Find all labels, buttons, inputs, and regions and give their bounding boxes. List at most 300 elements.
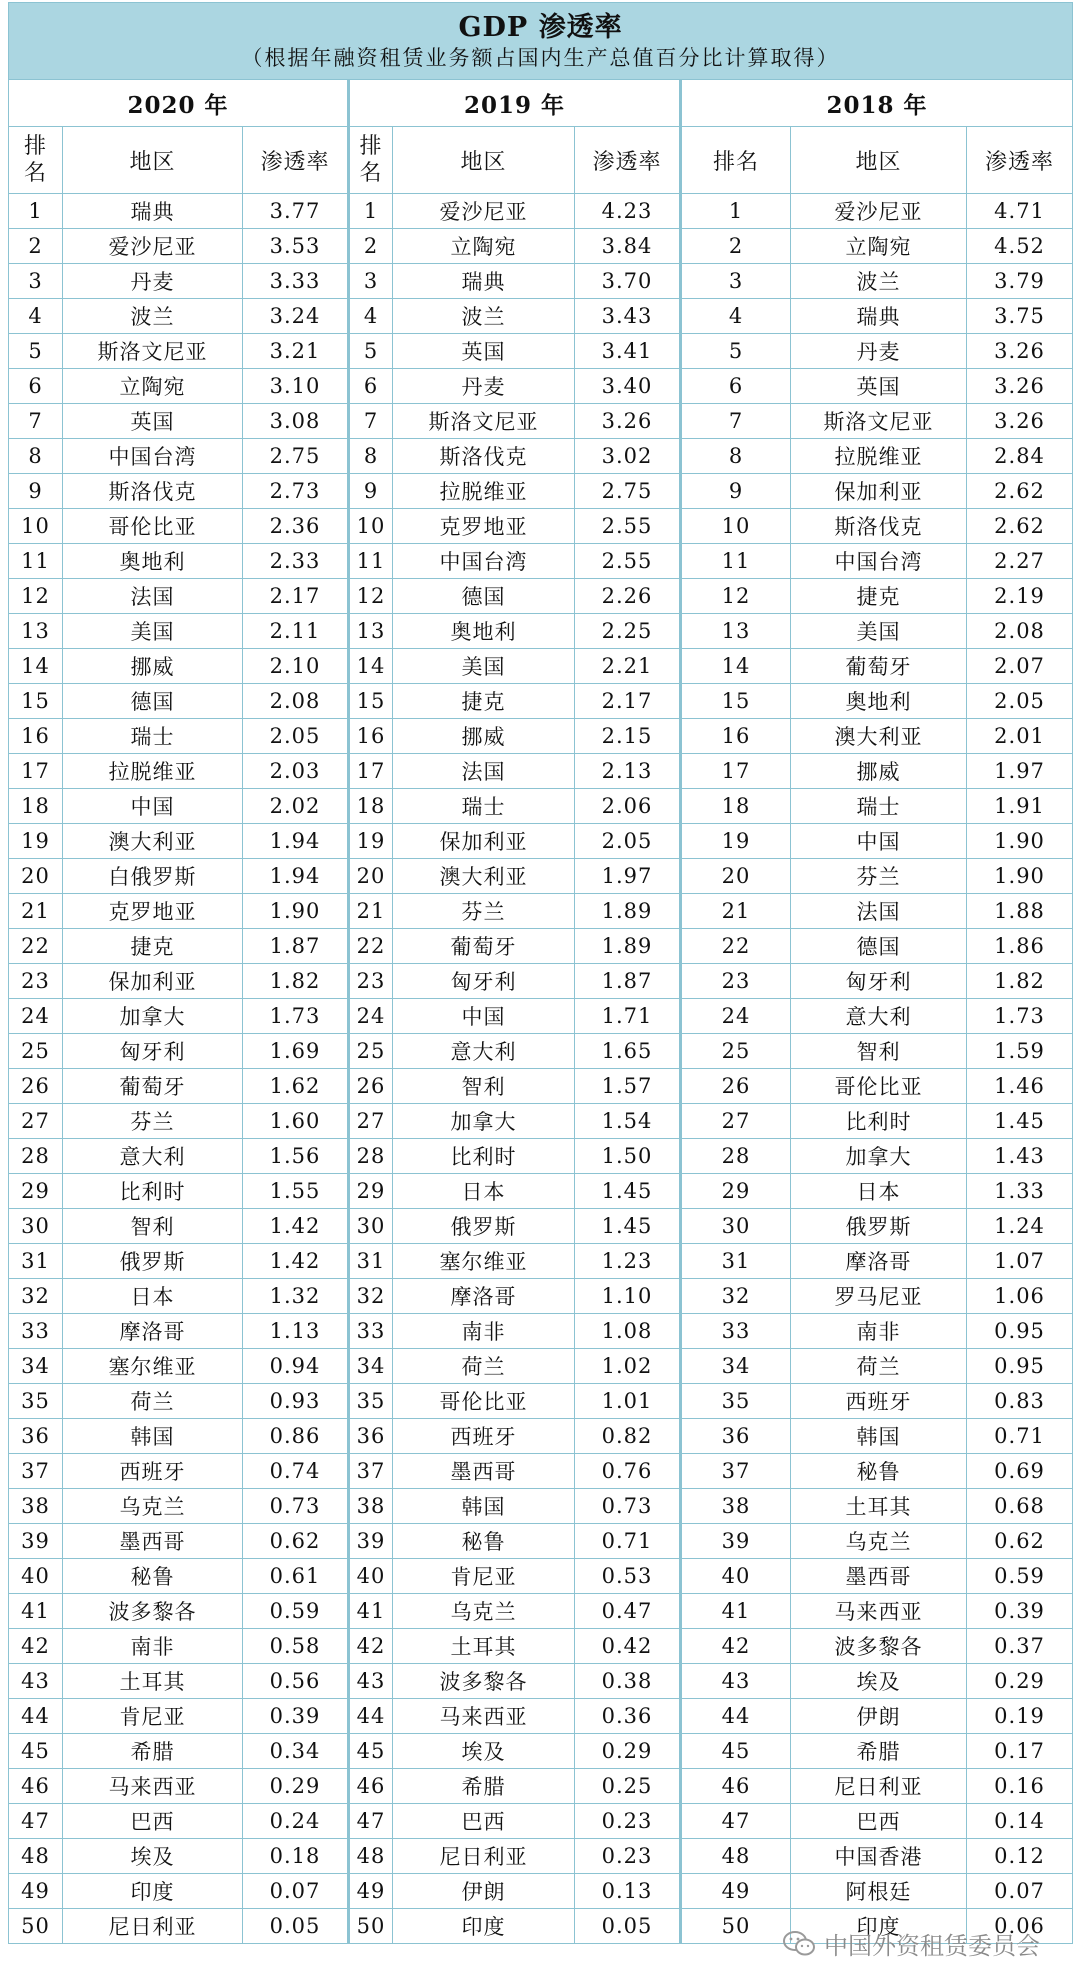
rank-cell: 13 <box>681 614 791 649</box>
region-cell: 日本 <box>791 1174 967 1209</box>
table-row <box>9 1174 1073 1209</box>
region-cell: 比利时 <box>393 1139 575 1174</box>
region-cell: 爱沙尼亚 <box>791 194 967 229</box>
region-cell: 保加利亚 <box>63 964 243 999</box>
rate-cell: 1.69 <box>243 1034 349 1069</box>
rate-cell: 1.01 <box>575 1384 681 1419</box>
rate-cell: 2.75 <box>243 439 349 474</box>
rate-cell: 1.50 <box>575 1139 681 1174</box>
rate-cell: 0.71 <box>575 1524 681 1559</box>
table-row <box>9 1244 1073 1279</box>
region-cell: 斯洛伐克 <box>63 474 243 509</box>
rank-cell: 4 <box>349 299 393 334</box>
table-row <box>9 1734 1073 1769</box>
rank-cell: 33 <box>681 1314 791 1349</box>
rank-cell: 46 <box>9 1769 63 1804</box>
table-row <box>9 684 1073 719</box>
region-cell: 捷克 <box>791 579 967 614</box>
region-cell: 埃及 <box>791 1664 967 1699</box>
rate-cell: 2.07 <box>967 649 1073 684</box>
region-cell: 克罗地亚 <box>393 509 575 544</box>
region-cell: 保加利亚 <box>791 474 967 509</box>
region-cell: 瑞士 <box>791 789 967 824</box>
rate-cell: 3.53 <box>243 229 349 264</box>
rate-cell: 2.75 <box>575 474 681 509</box>
rank-cell: 29 <box>9 1174 63 1209</box>
rank-cell: 5 <box>349 334 393 369</box>
table-row <box>9 1769 1073 1804</box>
rate-cell: 0.53 <box>575 1559 681 1594</box>
rank-cell: 18 <box>349 789 393 824</box>
rank-cell: 8 <box>9 439 63 474</box>
table-row <box>9 1699 1073 1734</box>
region-cell: 立陶宛 <box>63 369 243 404</box>
table-row <box>9 1139 1073 1174</box>
rate-cell: 2.10 <box>243 649 349 684</box>
rate-cell: 4.52 <box>967 229 1073 264</box>
region-cell: 拉脱维亚 <box>393 474 575 509</box>
year-2020-header: 2020 年 <box>9 80 349 127</box>
region-cell: 斯洛伐克 <box>791 509 967 544</box>
rank-cell: 36 <box>349 1419 393 1454</box>
rate-cell: 1.87 <box>575 964 681 999</box>
rate-cell: 2.25 <box>575 614 681 649</box>
rate-cell: 0.82 <box>575 1419 681 1454</box>
rank-cell: 28 <box>9 1139 63 1174</box>
rate-cell: 2.01 <box>967 719 1073 754</box>
rank-cell: 21 <box>349 894 393 929</box>
rank-cell: 25 <box>9 1034 63 1069</box>
rank-cell: 22 <box>349 929 393 964</box>
region-cell: 荷兰 <box>393 1349 575 1384</box>
rate-cell: 0.19 <box>967 1699 1073 1734</box>
rate-cell: 1.60 <box>243 1104 349 1139</box>
region-cell: 波多黎各 <box>63 1594 243 1629</box>
rank-cell: 26 <box>681 1069 791 1104</box>
rank-cell: 42 <box>349 1629 393 1664</box>
region-cell: 美国 <box>791 614 967 649</box>
rate-cell: 1.43 <box>967 1139 1073 1174</box>
rank-cell: 2 <box>9 229 63 264</box>
rank-cell: 3 <box>681 264 791 299</box>
region-cell: 瑞典 <box>63 194 243 229</box>
region-header-2020: 地区 <box>63 127 243 194</box>
rank-cell: 40 <box>349 1559 393 1594</box>
region-cell: 埃及 <box>63 1839 243 1874</box>
rate-cell: 1.42 <box>243 1209 349 1244</box>
region-cell: 匈牙利 <box>393 964 575 999</box>
rate-cell: 0.18 <box>243 1839 349 1874</box>
table-row <box>9 1454 1073 1489</box>
rank-cell: 17 <box>681 754 791 789</box>
rank-cell: 43 <box>349 1664 393 1699</box>
region-cell: 秘鲁 <box>63 1559 243 1594</box>
region-cell: 土耳其 <box>393 1629 575 1664</box>
region-cell: 捷克 <box>63 929 243 964</box>
region-cell: 希腊 <box>791 1734 967 1769</box>
rank-cell: 24 <box>9 999 63 1034</box>
rate-cell: 2.17 <box>243 579 349 614</box>
rate-cell: 0.69 <box>967 1454 1073 1489</box>
column-header-row <box>9 127 1073 194</box>
table-row <box>9 1839 1073 1874</box>
region-cell: 秘鲁 <box>393 1524 575 1559</box>
rate-cell: 2.73 <box>243 474 349 509</box>
rank-cell: 37 <box>349 1454 393 1489</box>
rank-cell: 12 <box>349 579 393 614</box>
rate-cell: 4.23 <box>575 194 681 229</box>
region-cell: 英国 <box>791 369 967 404</box>
region-cell: 中国台湾 <box>393 544 575 579</box>
region-cell: 美国 <box>63 614 243 649</box>
region-cell: 韩国 <box>791 1419 967 1454</box>
region-cell: 波多黎各 <box>393 1664 575 1699</box>
rank-cell: 16 <box>9 719 63 754</box>
table-row <box>9 369 1073 404</box>
table-row <box>9 824 1073 859</box>
table-row <box>9 999 1073 1034</box>
region-cell: 伊朗 <box>393 1874 575 1909</box>
rate-cell: 1.13 <box>243 1314 349 1349</box>
rank-cell: 2 <box>681 229 791 264</box>
rate-cell: 1.89 <box>575 894 681 929</box>
table-row <box>9 544 1073 579</box>
rank-cell: 41 <box>9 1594 63 1629</box>
rate-cell: 0.17 <box>967 1734 1073 1769</box>
rank-cell: 23 <box>681 964 791 999</box>
region-cell: 中国 <box>791 824 967 859</box>
table-row <box>9 509 1073 544</box>
region-cell: 芬兰 <box>791 859 967 894</box>
rank-cell: 39 <box>681 1524 791 1559</box>
rank-cell: 14 <box>349 649 393 684</box>
region-cell: 日本 <box>393 1174 575 1209</box>
table-row <box>9 439 1073 474</box>
region-cell: 澳大利亚 <box>63 824 243 859</box>
rank-cell: 11 <box>681 544 791 579</box>
table-title-cell <box>9 3 1073 80</box>
rank-cell: 45 <box>9 1734 63 1769</box>
rank-header-2018: 排名 <box>681 127 791 194</box>
rank-cell: 28 <box>349 1139 393 1174</box>
rate-cell: 2.17 <box>575 684 681 719</box>
rank-cell: 38 <box>9 1489 63 1524</box>
table-row <box>9 719 1073 754</box>
rank-cell: 8 <box>349 439 393 474</box>
region-cell: 马来西亚 <box>393 1699 575 1734</box>
rate-cell: 2.55 <box>575 544 681 579</box>
table-row <box>9 579 1073 614</box>
rate-cell: 0.74 <box>243 1454 349 1489</box>
rate-cell: 0.95 <box>967 1314 1073 1349</box>
region-cell: 中国香港 <box>791 1839 967 1874</box>
region-cell: 斯洛文尼亚 <box>791 404 967 439</box>
rate-cell: 2.26 <box>575 579 681 614</box>
rate-cell: 1.45 <box>967 1104 1073 1139</box>
rank-cell: 27 <box>349 1104 393 1139</box>
rank-cell: 47 <box>9 1804 63 1839</box>
rank-cell: 43 <box>9 1664 63 1699</box>
rank-cell: 11 <box>349 544 393 579</box>
year-2019-header: 2019 年 <box>349 80 681 127</box>
region-cell: 乌克兰 <box>63 1489 243 1524</box>
region-cell: 法国 <box>63 579 243 614</box>
region-cell: 肯尼亚 <box>63 1699 243 1734</box>
region-cell: 拉脱维亚 <box>791 439 967 474</box>
region-cell: 斯洛伐克 <box>393 439 575 474</box>
region-cell: 法国 <box>791 894 967 929</box>
table-row <box>9 334 1073 369</box>
rate-cell: 2.11 <box>243 614 349 649</box>
rank-cell: 12 <box>681 579 791 614</box>
region-cell: 法国 <box>393 754 575 789</box>
table-row <box>9 1384 1073 1419</box>
rank-cell: 7 <box>349 404 393 439</box>
region-cell: 西班牙 <box>791 1384 967 1419</box>
rate-cell: 0.13 <box>575 1874 681 1909</box>
rate-cell: 3.33 <box>243 264 349 299</box>
region-cell: 马来西亚 <box>63 1769 243 1804</box>
region-cell: 塞尔维亚 <box>393 1244 575 1279</box>
rank-cell: 7 <box>9 404 63 439</box>
rate-cell: 1.24 <box>967 1209 1073 1244</box>
rank-cell: 50 <box>681 1909 791 1944</box>
rate-cell: 0.29 <box>575 1734 681 1769</box>
rate-cell: 1.57 <box>575 1069 681 1104</box>
rate-cell: 0.61 <box>243 1559 349 1594</box>
rank-cell: 17 <box>349 754 393 789</box>
rate-cell: 0.23 <box>575 1804 681 1839</box>
region-cell: 俄罗斯 <box>63 1244 243 1279</box>
table-row <box>9 929 1073 964</box>
rank-cell: 26 <box>349 1069 393 1104</box>
rate-cell: 2.55 <box>575 509 681 544</box>
rate-cell: 0.59 <box>967 1559 1073 1594</box>
region-cell: 挪威 <box>393 719 575 754</box>
rank-cell: 49 <box>681 1874 791 1909</box>
region-cell: 葡萄牙 <box>63 1069 243 1104</box>
rate-cell: 2.33 <box>243 544 349 579</box>
region-cell: 加拿大 <box>63 999 243 1034</box>
rate-cell: 3.08 <box>243 404 349 439</box>
region-cell: 墨西哥 <box>791 1559 967 1594</box>
rank-cell: 23 <box>9 964 63 999</box>
rate-cell: 0.07 <box>967 1874 1073 1909</box>
table-row <box>9 1104 1073 1139</box>
rank-cell: 21 <box>9 894 63 929</box>
table-row <box>9 299 1073 334</box>
rank-cell: 1 <box>349 194 393 229</box>
rate-cell: 0.47 <box>575 1594 681 1629</box>
rank-cell: 33 <box>9 1314 63 1349</box>
rate-cell: 3.26 <box>967 334 1073 369</box>
region-cell: 希腊 <box>393 1769 575 1804</box>
rank-cell: 22 <box>681 929 791 964</box>
rate-cell: 0.86 <box>243 1419 349 1454</box>
table-row <box>9 964 1073 999</box>
region-cell: 西班牙 <box>393 1419 575 1454</box>
region-cell: 葡萄牙 <box>393 929 575 964</box>
rank-cell: 33 <box>349 1314 393 1349</box>
rate-cell: 1.45 <box>575 1174 681 1209</box>
rate-cell: 1.02 <box>575 1349 681 1384</box>
rate-cell: 3.70 <box>575 264 681 299</box>
rank-cell: 17 <box>9 754 63 789</box>
rate-cell: 1.45 <box>575 1209 681 1244</box>
rank-cell: 35 <box>9 1384 63 1419</box>
rate-cell: 0.39 <box>967 1594 1073 1629</box>
rate-cell: 3.24 <box>243 299 349 334</box>
region-cell: 阿根廷 <box>791 1874 967 1909</box>
rate-cell: 1.54 <box>575 1104 681 1139</box>
region-cell: 加拿大 <box>791 1139 967 1174</box>
region-cell: 印度 <box>393 1909 575 1944</box>
rank-cell: 19 <box>349 824 393 859</box>
region-cell: 希腊 <box>63 1734 243 1769</box>
rate-cell: 0.05 <box>243 1909 349 1944</box>
rank-cell: 28 <box>681 1139 791 1174</box>
rank-cell: 42 <box>9 1629 63 1664</box>
rank-cell: 42 <box>681 1629 791 1664</box>
rank-cell: 24 <box>349 999 393 1034</box>
rank-cell: 30 <box>681 1209 791 1244</box>
region-cell: 捷克 <box>393 684 575 719</box>
rate-cell: 1.23 <box>575 1244 681 1279</box>
footer-watermark <box>782 1926 1040 1961</box>
rate-cell: 1.73 <box>967 999 1073 1034</box>
rate-cell: 1.97 <box>575 859 681 894</box>
rate-header-2019: 渗透率 <box>575 127 681 194</box>
table-row <box>9 1629 1073 1664</box>
rate-cell: 0.68 <box>967 1489 1073 1524</box>
region-cell: 马来西亚 <box>791 1594 967 1629</box>
rank-cell: 47 <box>681 1804 791 1839</box>
rank-cell: 15 <box>681 684 791 719</box>
region-cell: 奥地利 <box>393 614 575 649</box>
rate-cell: 0.12 <box>967 1839 1073 1874</box>
region-cell: 波兰 <box>791 264 967 299</box>
rank-cell: 20 <box>349 859 393 894</box>
rate-cell: 0.42 <box>575 1629 681 1664</box>
rate-cell: 1.08 <box>575 1314 681 1349</box>
region-cell: 拉脱维亚 <box>63 754 243 789</box>
rank-cell: 49 <box>349 1874 393 1909</box>
rate-cell: 1.89 <box>575 929 681 964</box>
rate-cell: 3.26 <box>967 369 1073 404</box>
rank-cell: 35 <box>349 1384 393 1419</box>
table-row <box>9 1489 1073 1524</box>
rank-cell: 2 <box>349 229 393 264</box>
region-cell: 澳大利亚 <box>791 719 967 754</box>
region-cell: 韩国 <box>393 1489 575 1524</box>
region-cell: 英国 <box>393 334 575 369</box>
rank-cell: 10 <box>681 509 791 544</box>
region-cell: 中国台湾 <box>63 439 243 474</box>
rank-cell: 44 <box>349 1699 393 1734</box>
rate-cell: 0.62 <box>967 1524 1073 1559</box>
rate-cell: 1.97 <box>967 754 1073 789</box>
rate-cell: 0.23 <box>575 1839 681 1874</box>
rank-cell: 48 <box>681 1839 791 1874</box>
rate-cell: 2.62 <box>967 509 1073 544</box>
rate-cell: 0.73 <box>243 1489 349 1524</box>
rank-cell: 5 <box>681 334 791 369</box>
region-cell: 葡萄牙 <box>791 649 967 684</box>
rank-cell: 35 <box>681 1384 791 1419</box>
region-cell: 波多黎各 <box>791 1629 967 1664</box>
rate-cell: 2.06 <box>575 789 681 824</box>
region-cell: 匈牙利 <box>791 964 967 999</box>
rate-cell: 0.73 <box>575 1489 681 1524</box>
rank-cell: 24 <box>681 999 791 1034</box>
table-title: GDP 渗透率 <box>458 11 623 43</box>
rank-cell: 6 <box>9 369 63 404</box>
rank-cell: 5 <box>9 334 63 369</box>
rate-cell: 0.39 <box>243 1699 349 1734</box>
region-cell: 中国 <box>393 999 575 1034</box>
region-cell: 智利 <box>63 1209 243 1244</box>
rate-cell: 3.10 <box>243 369 349 404</box>
region-cell: 瑞典 <box>393 264 575 299</box>
region-cell: 南非 <box>393 1314 575 1349</box>
rate-cell: 0.94 <box>243 1349 349 1384</box>
region-cell: 肯尼亚 <box>393 1559 575 1594</box>
region-cell: 伊朗 <box>791 1699 967 1734</box>
table-row <box>9 1524 1073 1559</box>
rate-cell: 0.37 <box>967 1629 1073 1664</box>
rank-cell: 4 <box>681 299 791 334</box>
rank-cell: 37 <box>9 1454 63 1489</box>
rank-cell: 4 <box>9 299 63 334</box>
rate-cell: 1.94 <box>243 824 349 859</box>
rank-cell: 38 <box>349 1489 393 1524</box>
rank-cell: 34 <box>681 1349 791 1384</box>
rate-cell: 2.08 <box>243 684 349 719</box>
rank-cell: 46 <box>349 1769 393 1804</box>
rank-cell: 43 <box>681 1664 791 1699</box>
region-cell: 爱沙尼亚 <box>63 229 243 264</box>
rate-header-2020: 渗透率 <box>243 127 349 194</box>
rank-cell: 36 <box>681 1419 791 1454</box>
region-cell: 立陶宛 <box>393 229 575 264</box>
gdp-penetration-table <box>8 2 1073 1944</box>
rate-cell: 1.86 <box>967 929 1073 964</box>
rate-cell: 0.29 <box>967 1664 1073 1699</box>
rank-cell: 29 <box>681 1174 791 1209</box>
region-cell: 南非 <box>791 1314 967 1349</box>
rate-cell: 1.82 <box>967 964 1073 999</box>
rate-cell: 3.02 <box>575 439 681 474</box>
rank-cell: 9 <box>681 474 791 509</box>
rate-cell: 1.90 <box>967 824 1073 859</box>
region-cell: 摩洛哥 <box>791 1244 967 1279</box>
region-cell: 立陶宛 <box>791 229 967 264</box>
rate-cell: 1.07 <box>967 1244 1073 1279</box>
region-cell: 中国 <box>63 789 243 824</box>
rate-header-2018: 渗透率 <box>967 127 1073 194</box>
region-cell: 丹麦 <box>393 369 575 404</box>
table-row <box>9 404 1073 439</box>
rank-cell: 50 <box>349 1909 393 1944</box>
rank-cell: 3 <box>9 264 63 299</box>
region-cell: 南非 <box>63 1629 243 1664</box>
rate-cell: 2.13 <box>575 754 681 789</box>
rate-cell: 1.32 <box>243 1279 349 1314</box>
table-row <box>9 1874 1073 1909</box>
region-cell: 秘鲁 <box>791 1454 967 1489</box>
footer-text: 中国外资租赁委员会 <box>824 1932 1040 1960</box>
table-row <box>9 649 1073 684</box>
